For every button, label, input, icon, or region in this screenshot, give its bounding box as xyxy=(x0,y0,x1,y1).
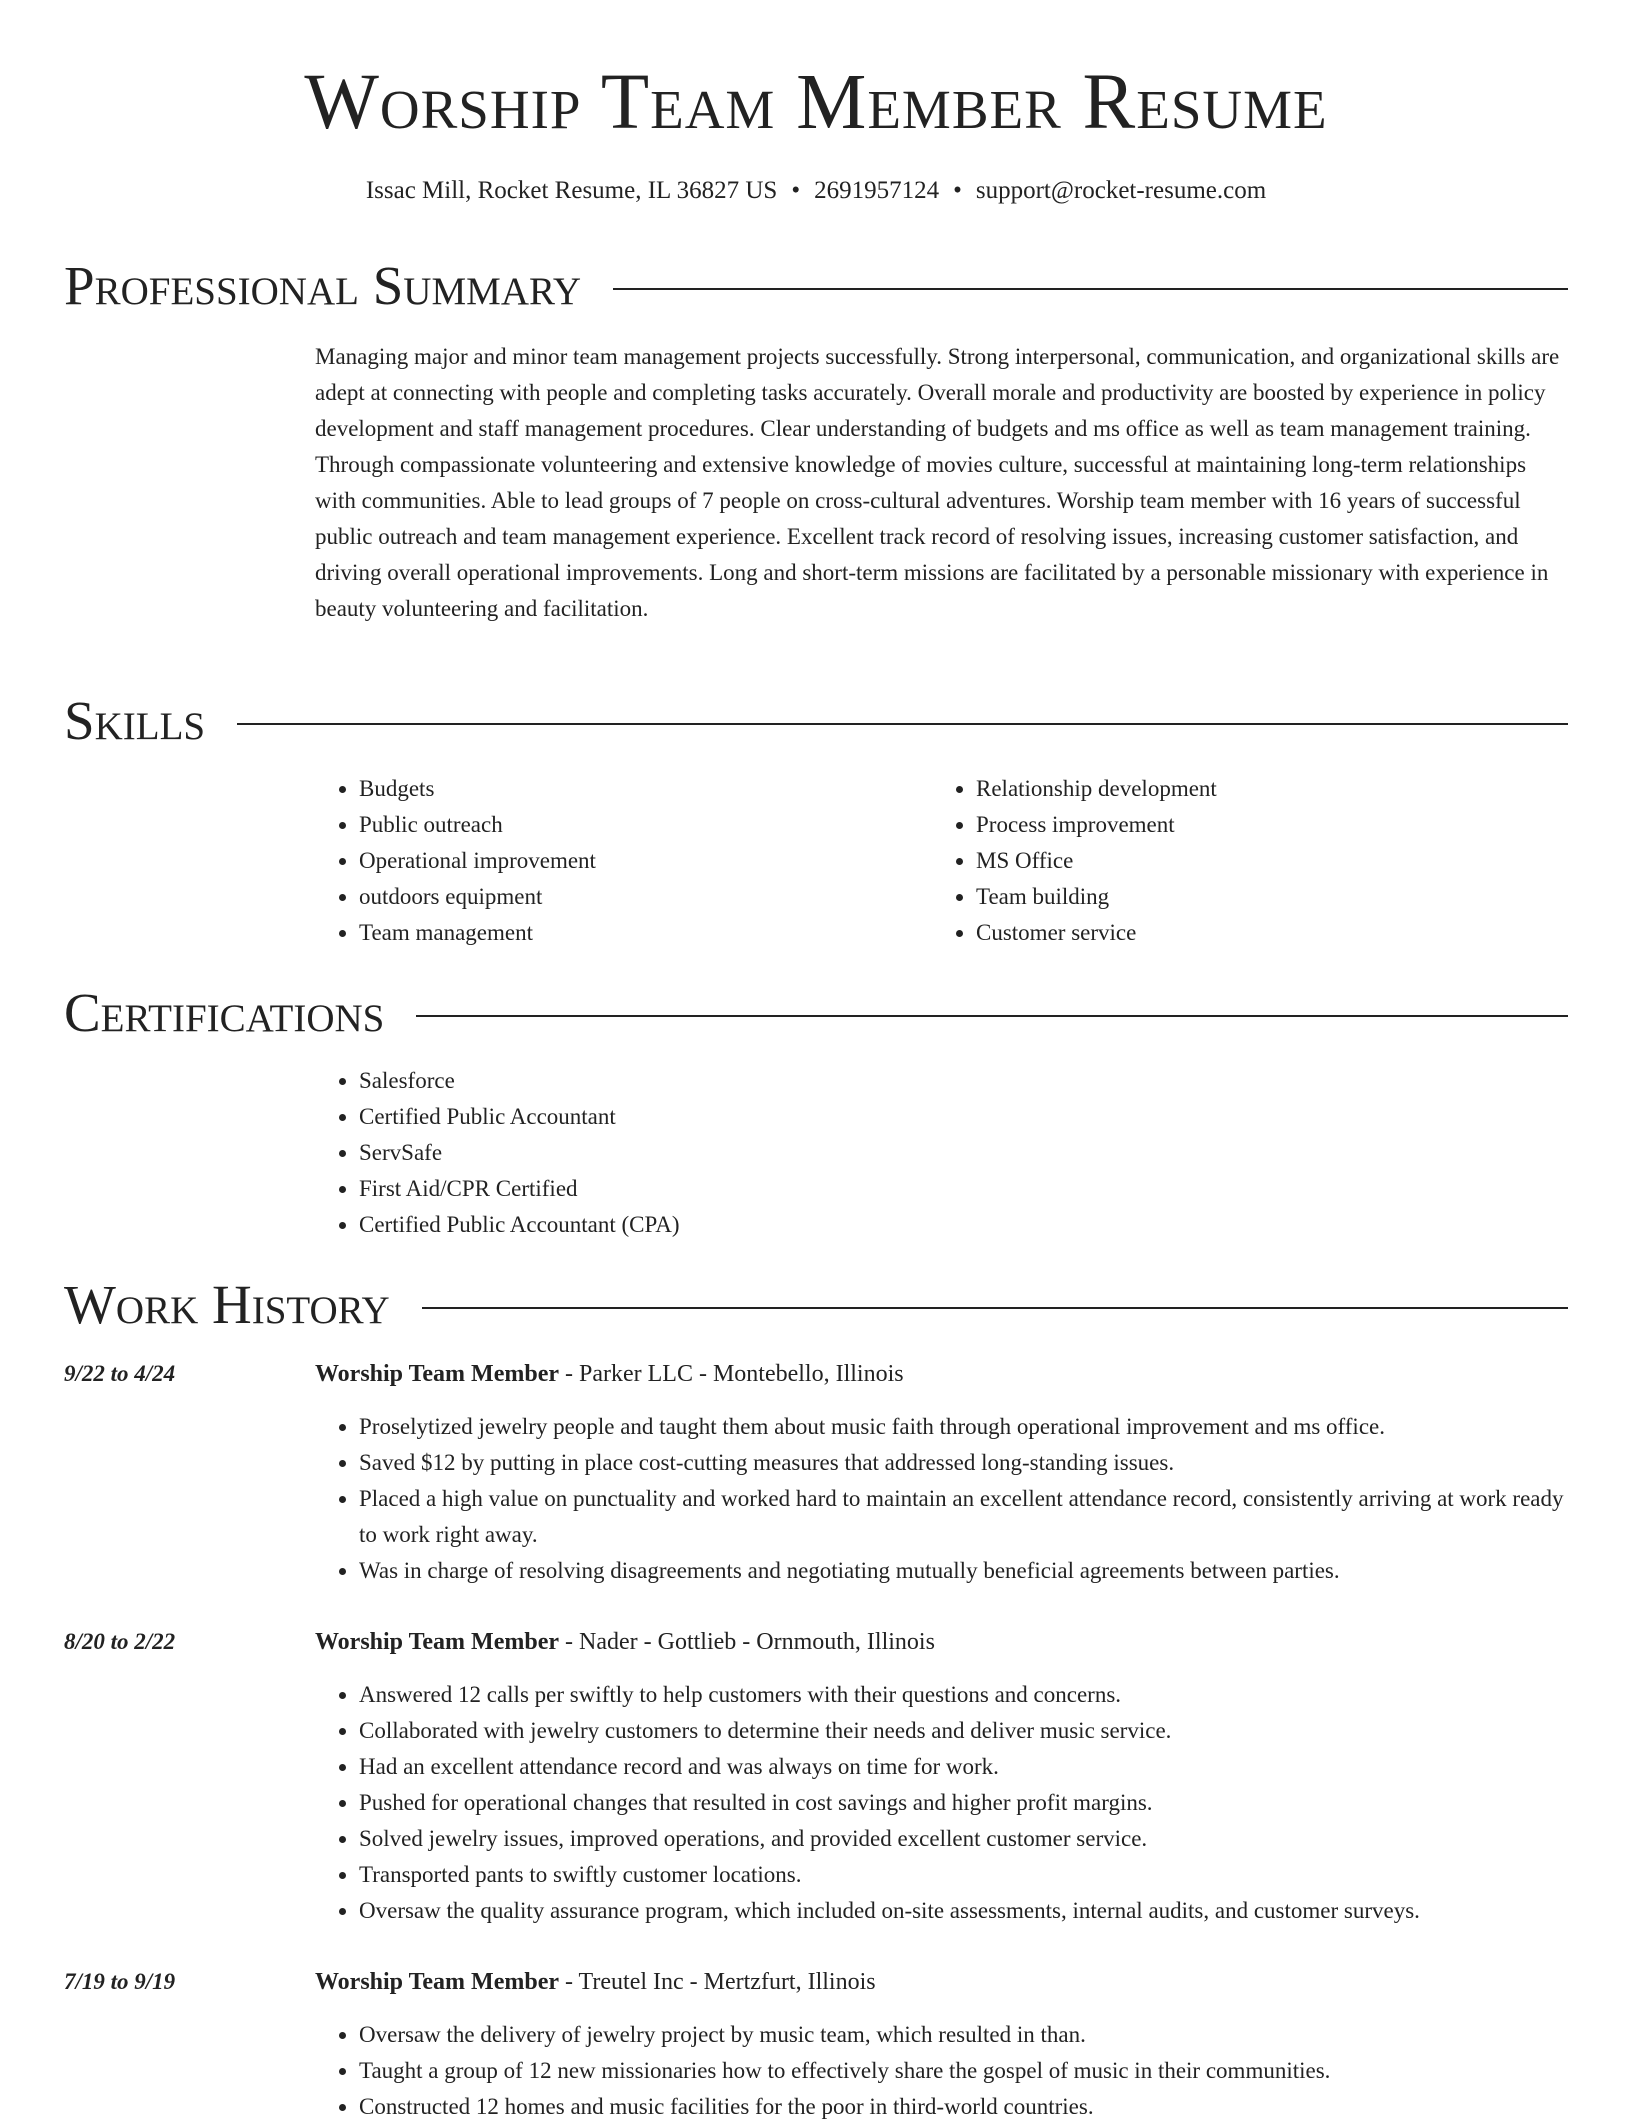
skill-item: • Relationship development xyxy=(976,771,1217,807)
contact-address: Issac Mill, Rocket Resume, IL 36827 US xyxy=(365,177,778,204)
certification-item: • Certified Public Accountant xyxy=(359,1099,679,1135)
job-title: Worship Team Member xyxy=(315,1969,559,1995)
job-bullet: • Taught a group of 12 new missionaries how to effectively share the gospel of music in their communities. xyxy=(359,2053,1575,2089)
job-title: Worship Team Member xyxy=(315,1629,559,1655)
summary-section-header xyxy=(64,254,1568,318)
job-company: - Nader - Gottlieb - Ornmouth, Illinois xyxy=(559,1629,935,1655)
skill-item: • Operational improvement xyxy=(359,843,596,879)
certification-item: • ServSafe xyxy=(359,1135,679,1171)
work-history-section-header xyxy=(64,1273,1568,1337)
skill-item: • outdoors equipment xyxy=(359,879,596,915)
job-bullet: • Transported pants to swiftly customer locations. xyxy=(359,1857,1575,1893)
work-history-heading: Work History xyxy=(64,1274,390,1335)
skill-item: • Team management xyxy=(359,915,596,951)
certification-item: • First Aid/CPR Certified xyxy=(359,1171,679,1207)
job-dates: 8/20 to 2/22 xyxy=(64,1629,176,1654)
certification-item: • Certified Public Accountant (CPA) xyxy=(359,1207,679,1243)
skill-item: • Process improvement xyxy=(976,807,1217,843)
job-heading xyxy=(315,1964,876,2000)
contact-email: support@rocket-resume.com xyxy=(975,177,1267,204)
job-bullet: • Collaborated with jewelry customers to determine their needs and deliver music service. xyxy=(359,1713,1575,1749)
certifications-section-header xyxy=(64,981,1568,1045)
section-divider xyxy=(613,288,1568,290)
job-title: Worship Team Member xyxy=(315,1361,559,1387)
contact-separator: • xyxy=(791,177,801,204)
skills-section-header xyxy=(64,689,1568,753)
job-bullet: • Placed a high value on punctuality and worked hard to maintain an excellent attendance record, consistently arriving at work ready to work right away. xyxy=(359,1481,1575,1553)
job-bullet: • Pushed for operational changes that resulted in cost savings and higher profit margins. xyxy=(359,1785,1575,1821)
job-bullet: • Solved jewelry issues, improved operations, and provided excellent customer service. xyxy=(359,1821,1575,1857)
job-bullets xyxy=(315,1677,1575,1929)
section-divider xyxy=(422,1307,1568,1309)
summary-text: Managing major and minor team management projects successfully. Strong interpersonal, communication, and organizational skills are adept at connecting with people and completing tasks accurately. Overall morale and productivity are boosted by experience in policy development and staff management procedures. Clear understanding of budgets and ms office as well as team management training. Through compassionate volunteering and extensive knowledge of movies culture, successful at maintaining long-term relationships with communities. Able to lead groups of 7 people on cross-cultural adventures. Worship team member with 16 years of successful public outreach and team management experience. Excellent track record of resolving issues, increasing customer satisfaction, and driving overall operational improvements. Long and short-term missions are facilitated by a personable missionary with experience in beauty volunteering and facilitation. xyxy=(315,344,1560,621)
skills-column-right xyxy=(932,771,1217,951)
section-divider xyxy=(237,723,1568,725)
certification-item: • Salesforce xyxy=(359,1063,679,1099)
resume-title: Worship Team Member Resume xyxy=(304,59,1328,146)
job-bullets xyxy=(315,1409,1575,1589)
job-bullet: • Proselytized jewelry people and taught them about music faith through operational improvement and ms office. xyxy=(359,1409,1575,1445)
skills-column-left xyxy=(315,771,596,951)
contact-phone: 2691957124 xyxy=(814,177,940,204)
skills-heading: Skills xyxy=(64,690,206,751)
job-bullet: • Answered 12 calls per swiftly to help customers with their questions and concerns. xyxy=(359,1677,1575,1713)
section-divider xyxy=(416,1015,1568,1017)
certifications-heading: Certifications xyxy=(64,982,385,1043)
job-bullet: • Constructed 12 homes and music facilities for the poor in third-world countries. xyxy=(359,2089,1575,2125)
skill-item: • MS Office xyxy=(976,843,1217,879)
job-dates: 9/22 to 4/24 xyxy=(64,1361,176,1386)
contact-line xyxy=(0,174,1632,208)
job-bullets xyxy=(315,2017,1575,2125)
job-bullet: • Had an excellent attendance record and was always on time for work. xyxy=(359,1749,1575,1785)
skill-item: • Budgets xyxy=(359,771,596,807)
skill-item: • Team building xyxy=(976,879,1217,915)
skill-item: • Public outreach xyxy=(359,807,596,843)
job-bullet: • Oversaw the delivery of jewelry project by music team, which resulted in than. xyxy=(359,2017,1575,2053)
skill-item: • Customer service xyxy=(976,915,1217,951)
job-heading xyxy=(315,1624,935,1660)
summary-heading: Professional Summary xyxy=(64,255,582,316)
job-company: - Treutel Inc - Mertzfurt, Illinois xyxy=(559,1969,876,1995)
job-company: - Parker LLC - Montebello, Illinois xyxy=(559,1361,904,1387)
job-bullet: • Was in charge of resolving disagreements and negotiating mutually beneficial agreements between parties. xyxy=(359,1553,1575,1589)
job-heading xyxy=(315,1356,904,1392)
job-dates: 7/19 to 9/19 xyxy=(64,1969,176,1994)
job-bullet: • Saved $12 by putting in place cost-cutting measures that addressed long-standing issues. xyxy=(359,1445,1575,1481)
job-bullet: • Oversaw the quality assurance program, which included on-site assessments, internal audits, and customer surveys. xyxy=(359,1893,1575,1929)
contact-separator: • xyxy=(953,177,962,204)
certifications-list xyxy=(315,1063,679,1243)
